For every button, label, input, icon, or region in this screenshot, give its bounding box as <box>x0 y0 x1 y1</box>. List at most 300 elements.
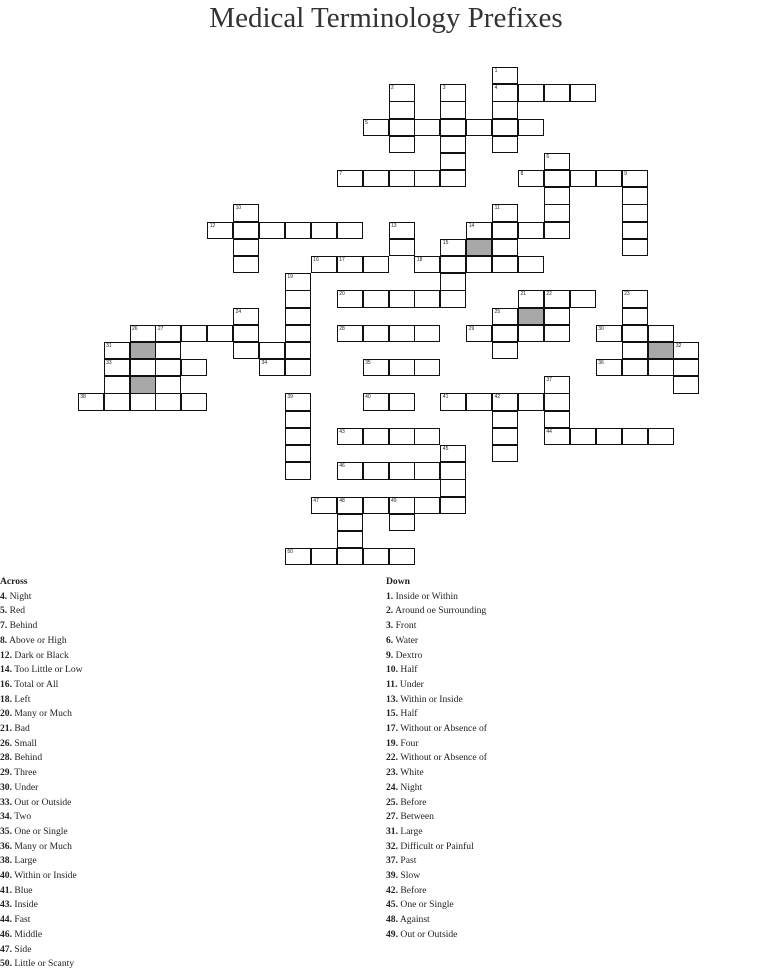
grid-cell[interactable] <box>492 101 518 118</box>
grid-cell[interactable] <box>492 239 518 256</box>
cell-number: 1 <box>494 68 498 74</box>
grid-cell[interactable] <box>622 204 648 221</box>
grid-cell[interactable] <box>673 342 699 359</box>
grid-cell[interactable] <box>259 359 285 376</box>
cell-number: 14 <box>468 222 475 229</box>
grid-cell[interactable] <box>570 170 596 187</box>
grid-cell[interactable] <box>389 548 415 565</box>
clue-text: Bad <box>12 723 30 735</box>
grid-cell[interactable] <box>155 376 181 393</box>
clue-number: 48. <box>386 914 398 926</box>
clue-number: 25. <box>386 796 398 808</box>
grid-cell[interactable] <box>648 428 674 445</box>
grid-cell[interactable] <box>104 359 130 376</box>
grid-cell[interactable] <box>78 393 104 410</box>
cell-number: 29 <box>468 325 475 332</box>
clue-text: Four <box>398 737 419 749</box>
cell-number: 10 <box>235 205 242 212</box>
grid-cell[interactable] <box>440 290 466 307</box>
down-clue <box>386 913 756 928</box>
cell-number: 39 <box>287 394 293 401</box>
grid-cell[interactable] <box>259 342 285 359</box>
grid-cell[interactable] <box>311 548 337 565</box>
grid-cell[interactable] <box>648 325 674 342</box>
grid-cell[interactable] <box>363 428 389 445</box>
clue-number: 27. <box>386 811 398 823</box>
grid-cell[interactable] <box>389 428 415 445</box>
grid-cell[interactable] <box>544 411 570 428</box>
grid-cell[interactable] <box>544 428 570 445</box>
grid-cell[interactable] <box>233 325 259 342</box>
grid-cell[interactable] <box>440 136 466 153</box>
cell-number: 38 <box>80 394 86 401</box>
grid-cell[interactable] <box>466 325 492 342</box>
grid-cell[interactable] <box>389 119 415 136</box>
clue-text: Behind <box>12 752 43 764</box>
clue-number: 41. <box>0 884 12 896</box>
cell-number: 36 <box>598 360 604 367</box>
grid-cell[interactable] <box>389 393 415 410</box>
cell-number: 33 <box>106 360 112 367</box>
clue-number: 7. <box>0 620 8 632</box>
down-clue <box>386 604 756 619</box>
grid-cell[interactable] <box>337 514 363 531</box>
grid-cell[interactable] <box>622 308 648 325</box>
grid-cell[interactable] <box>363 325 389 342</box>
grid-cell[interactable] <box>622 428 648 445</box>
cell-number: 9 <box>624 171 627 178</box>
grid-cell[interactable] <box>622 222 648 239</box>
cell-number: 8 <box>520 171 524 178</box>
grid-cell[interactable] <box>492 84 518 101</box>
down-clue <box>386 854 756 869</box>
grid-cell[interactable] <box>518 325 544 342</box>
clue-number: 21. <box>0 723 12 735</box>
grid-cell[interactable] <box>440 256 466 273</box>
grid-cell[interactable] <box>337 290 363 307</box>
down-clue <box>386 693 756 708</box>
shaded-cell <box>518 308 544 325</box>
grid-cell[interactable] <box>492 67 518 84</box>
grid-cell[interactable] <box>492 428 518 445</box>
clue-number: 16. <box>0 678 12 690</box>
grid-cell[interactable] <box>466 393 492 410</box>
grid-cell[interactable] <box>466 222 492 239</box>
cell-number: 22 <box>546 291 552 298</box>
grid-cell[interactable] <box>414 256 440 273</box>
cell-number: 42 <box>494 394 501 401</box>
grid-cell[interactable] <box>389 325 415 342</box>
cell-number: 24 <box>235 308 242 315</box>
grid-cell[interactable] <box>440 445 466 462</box>
grid-cell[interactable] <box>673 376 699 393</box>
grid-cell[interactable] <box>337 497 363 514</box>
clue-number: 18. <box>0 693 12 705</box>
grid-cell[interactable] <box>544 376 570 393</box>
down-clue <box>386 737 756 752</box>
grid-cell[interactable] <box>440 170 466 187</box>
cell-number: 48 <box>339 497 345 504</box>
grid-cell[interactable] <box>389 239 415 256</box>
across-header: Across <box>0 576 28 587</box>
cell-number: 49 <box>391 497 397 504</box>
clue-number: 50. <box>0 958 12 970</box>
cell-number: 28 <box>339 325 345 332</box>
grid-cell[interactable] <box>363 393 389 410</box>
grid-cell[interactable] <box>622 187 648 204</box>
grid-cell[interactable] <box>492 256 518 273</box>
grid-cell[interactable] <box>492 445 518 462</box>
grid-cell[interactable] <box>440 273 466 290</box>
cell-number: 23 <box>624 291 630 298</box>
grid-cell[interactable] <box>285 273 311 290</box>
clue-number: 10. <box>386 664 398 676</box>
grid-cell[interactable] <box>181 325 207 342</box>
grid-cell[interactable] <box>311 497 337 514</box>
grid-cell[interactable] <box>259 222 285 239</box>
grid-cell[interactable] <box>492 222 518 239</box>
grid-cell[interactable] <box>389 359 415 376</box>
clue-text: Total or All <box>12 678 59 690</box>
grid-cell[interactable] <box>363 462 389 479</box>
clue-number: 26. <box>0 737 12 749</box>
grid-cell[interactable] <box>518 256 544 273</box>
grid-cell[interactable] <box>492 136 518 153</box>
grid-cell[interactable] <box>233 308 259 325</box>
grid-cell[interactable] <box>414 497 440 514</box>
grid-cell[interactable] <box>130 393 156 410</box>
grid-cell[interactable] <box>440 393 466 410</box>
grid-cell[interactable] <box>440 479 466 496</box>
clue-text: Small <box>12 737 37 749</box>
grid-cell[interactable] <box>337 222 363 239</box>
grid-cell[interactable] <box>544 153 570 170</box>
cell-number: 20 <box>339 291 345 298</box>
grid-cell[interactable] <box>130 359 156 376</box>
grid-cell[interactable] <box>440 119 466 136</box>
grid-cell[interactable] <box>285 411 311 428</box>
grid-cell[interactable] <box>233 239 259 256</box>
grid-cell[interactable] <box>570 84 596 101</box>
grid-cell[interactable] <box>492 308 518 325</box>
down-clue <box>386 928 756 943</box>
across-clue <box>0 810 370 825</box>
clue-text: Behind <box>7 620 38 632</box>
grid-cell[interactable] <box>285 342 311 359</box>
cell-number: 27 <box>157 325 164 332</box>
grid-cell[interactable] <box>492 204 518 221</box>
shaded-cell <box>130 376 156 393</box>
grid-cell[interactable] <box>389 514 415 531</box>
cell-number: 12 <box>209 222 216 229</box>
across-clue <box>0 693 370 708</box>
grid-cell[interactable] <box>544 222 570 239</box>
grid-cell[interactable] <box>466 119 492 136</box>
grid-cell[interactable] <box>285 222 311 239</box>
grid-cell[interactable] <box>285 548 311 565</box>
grid-cell[interactable] <box>363 497 389 514</box>
cell-number: 40 <box>365 394 371 401</box>
grid-cell[interactable] <box>440 239 466 256</box>
down-clue <box>386 884 756 899</box>
clue-text: Large <box>398 825 423 837</box>
grid-cell[interactable] <box>414 170 440 187</box>
grid-cell[interactable] <box>544 170 570 187</box>
clue-text: Dark or Black <box>12 649 69 661</box>
grid-cell[interactable] <box>414 428 440 445</box>
grid-cell[interactable] <box>389 462 415 479</box>
clue-text: Water <box>393 634 419 646</box>
clue-text: Too Little or Low <box>12 664 83 676</box>
grid-cell[interactable] <box>389 84 415 101</box>
clue-number: 23. <box>386 767 398 779</box>
cell-number: 26 <box>132 325 138 332</box>
clue-text: Out or Outside <box>398 928 458 940</box>
grid-cell[interactable] <box>596 170 622 187</box>
clue-text: Under <box>12 781 39 793</box>
down-clue <box>386 796 756 811</box>
grid-cell[interactable] <box>673 359 699 376</box>
grid-cell[interactable] <box>233 222 259 239</box>
clue-text: Inside <box>12 899 38 911</box>
grid-cell[interactable] <box>181 359 207 376</box>
grid-cell[interactable] <box>337 428 363 445</box>
grid-cell[interactable] <box>544 290 570 307</box>
cell-number: 16 <box>313 256 319 263</box>
grid-cell[interactable] <box>155 359 181 376</box>
clue-number: 39. <box>386 870 398 882</box>
clue-number: 19. <box>386 737 398 749</box>
cell-number: 30 <box>598 325 604 332</box>
grid-cell[interactable] <box>389 497 415 514</box>
across-clue <box>0 869 370 884</box>
grid-cell[interactable] <box>544 325 570 342</box>
grid-cell[interactable] <box>414 359 440 376</box>
down-clue-list <box>386 590 756 943</box>
clue-text: Night <box>398 781 423 793</box>
grid-cell[interactable] <box>622 325 648 342</box>
grid-cell[interactable] <box>570 290 596 307</box>
clue-text: Dextro <box>393 649 423 661</box>
grid-cell[interactable] <box>440 153 466 170</box>
grid-cell[interactable] <box>233 342 259 359</box>
grid-cell[interactable] <box>311 256 337 273</box>
grid-cell[interactable] <box>544 204 570 221</box>
grid-cell[interactable] <box>414 290 440 307</box>
clue-text: Three <box>12 767 37 779</box>
grid-cell[interactable] <box>622 342 648 359</box>
grid-cell[interactable] <box>337 256 363 273</box>
down-clue <box>386 781 756 796</box>
grid-cell[interactable] <box>570 428 596 445</box>
shaded-cell <box>648 342 674 359</box>
across-clue <box>0 796 370 811</box>
clue-text: Difficult or Painful <box>398 840 474 852</box>
cell-number: 32 <box>675 342 682 349</box>
grid-cell[interactable] <box>207 325 233 342</box>
grid-cell[interactable] <box>155 393 181 410</box>
across-clue <box>0 854 370 869</box>
grid-cell[interactable] <box>596 325 622 342</box>
grid-cell[interactable] <box>363 548 389 565</box>
grid-cell[interactable] <box>596 359 622 376</box>
across-clue <box>0 751 370 766</box>
clue-number: 36. <box>0 840 12 852</box>
grid-cell[interactable] <box>389 290 415 307</box>
grid-cell[interactable] <box>492 325 518 342</box>
grid-cell[interactable] <box>622 359 648 376</box>
across-clue <box>0 678 370 693</box>
down-header: Down <box>386 576 410 587</box>
grid-cell[interactable] <box>440 84 466 101</box>
grid-cell[interactable] <box>363 290 389 307</box>
across-clue <box>0 707 370 722</box>
grid-cell[interactable] <box>492 119 518 136</box>
down-clue <box>386 590 756 605</box>
grid-cell[interactable] <box>492 393 518 410</box>
grid-cell[interactable] <box>337 170 363 187</box>
grid-cell[interactable] <box>285 290 311 307</box>
grid-cell[interactable] <box>155 342 181 359</box>
clue-text: Large <box>12 855 37 867</box>
grid-cell[interactable] <box>104 393 130 410</box>
across-clue <box>0 737 370 752</box>
across-clue <box>0 825 370 840</box>
grid-cell[interactable] <box>492 342 518 359</box>
grid-cell[interactable] <box>648 359 674 376</box>
grid-cell[interactable] <box>518 119 544 136</box>
clue-text: Within or Inside <box>398 693 463 705</box>
clue-text: Left <box>12 693 31 705</box>
clue-text: Above or High <box>7 634 67 646</box>
grid-cell[interactable] <box>622 290 648 307</box>
cell-number: 5 <box>365 119 368 126</box>
grid-cell[interactable] <box>130 325 156 342</box>
grid-cell[interactable] <box>285 325 311 342</box>
grid-cell[interactable] <box>207 222 233 239</box>
cell-number: 25 <box>494 308 501 315</box>
grid-cell[interactable] <box>363 256 389 273</box>
grid-cell[interactable] <box>363 119 389 136</box>
clue-number: 49. <box>386 928 398 940</box>
grid-cell[interactable] <box>337 325 363 342</box>
grid-cell[interactable] <box>389 222 415 239</box>
grid-cell[interactable] <box>544 187 570 204</box>
clue-number: 2. <box>386 605 394 617</box>
grid-cell[interactable] <box>363 170 389 187</box>
grid-cell[interactable] <box>389 136 415 153</box>
cell-number: 13 <box>391 222 397 229</box>
grid-cell[interactable] <box>544 84 570 101</box>
grid-cell[interactable] <box>440 101 466 118</box>
grid-cell[interactable] <box>518 222 544 239</box>
clue-number: 8. <box>0 634 8 646</box>
clue-number: 42. <box>386 884 398 896</box>
clue-number: 15. <box>386 708 398 720</box>
grid-cell[interactable] <box>311 222 337 239</box>
clue-text: Under <box>397 678 424 690</box>
grid-cell[interactable] <box>596 428 622 445</box>
clue-text: Side <box>12 943 32 955</box>
grid-cell[interactable] <box>285 359 311 376</box>
cell-number: 21 <box>520 291 527 298</box>
clue-text: Little or Scanty <box>12 958 75 970</box>
grid-cell[interactable] <box>104 376 130 393</box>
grid-cell[interactable] <box>544 393 570 410</box>
grid-cell[interactable] <box>440 497 466 514</box>
grid-cell[interactable] <box>518 84 544 101</box>
clue-text: One or Single <box>12 825 68 837</box>
clue-text: Red <box>7 605 26 617</box>
grid-cell[interactable] <box>181 393 207 410</box>
grid-cell[interactable] <box>389 101 415 118</box>
clue-text: Two <box>12 811 32 823</box>
grid-cell[interactable] <box>233 256 259 273</box>
clue-text: Around oe Surrounding <box>393 605 487 617</box>
down-clue <box>386 869 756 884</box>
down-clue <box>386 649 756 664</box>
grid-cell[interactable] <box>518 290 544 307</box>
grid-cell[interactable] <box>518 393 544 410</box>
clue-number: 47. <box>0 943 12 955</box>
grid-cell[interactable] <box>233 204 259 221</box>
down-clue <box>386 825 756 840</box>
grid-cell[interactable] <box>337 462 363 479</box>
clue-text: Half <box>398 708 418 720</box>
grid-cell[interactable] <box>285 393 311 410</box>
clue-number: 1. <box>386 590 394 602</box>
clue-number: 38. <box>0 855 12 867</box>
across-clue <box>0 590 370 605</box>
grid-cell[interactable] <box>622 170 648 187</box>
clue-number: 30. <box>0 781 12 793</box>
grid-cell[interactable] <box>285 462 311 479</box>
clue-text: Out or Outside <box>12 796 72 808</box>
grid-cell[interactable] <box>492 411 518 428</box>
clue-number: 24. <box>386 781 398 793</box>
down-clue <box>386 678 756 693</box>
down-clue <box>386 898 756 913</box>
grid-cell[interactable] <box>337 531 363 548</box>
clue-number: 12. <box>0 649 12 661</box>
grid-cell[interactable] <box>518 170 544 187</box>
clue-text: Past <box>398 855 417 867</box>
across-clue <box>0 928 370 943</box>
grid-cell[interactable] <box>285 445 311 462</box>
grid-cell[interactable] <box>414 462 440 479</box>
grid-cell[interactable] <box>363 359 389 376</box>
grid-cell[interactable] <box>285 308 311 325</box>
grid-cell[interactable] <box>337 548 363 565</box>
grid-cell[interactable] <box>440 462 466 479</box>
grid-cell[interactable] <box>622 239 648 256</box>
cell-number: 34 <box>261 360 268 367</box>
grid-cell[interactable] <box>414 119 440 136</box>
down-clue <box>386 766 756 781</box>
grid-cell[interactable] <box>285 428 311 445</box>
grid-cell[interactable] <box>544 308 570 325</box>
down-clue <box>386 810 756 825</box>
cell-number: 31 <box>106 342 112 349</box>
grid-cell[interactable] <box>414 325 440 342</box>
cell-number: 11 <box>494 205 500 212</box>
grid-cell[interactable] <box>466 256 492 273</box>
grid-cell[interactable] <box>104 342 130 359</box>
clue-text: Night <box>7 590 32 602</box>
grid-cell[interactable] <box>155 325 181 342</box>
grid-cell[interactable] <box>389 170 415 187</box>
clue-number: 46. <box>0 928 12 940</box>
